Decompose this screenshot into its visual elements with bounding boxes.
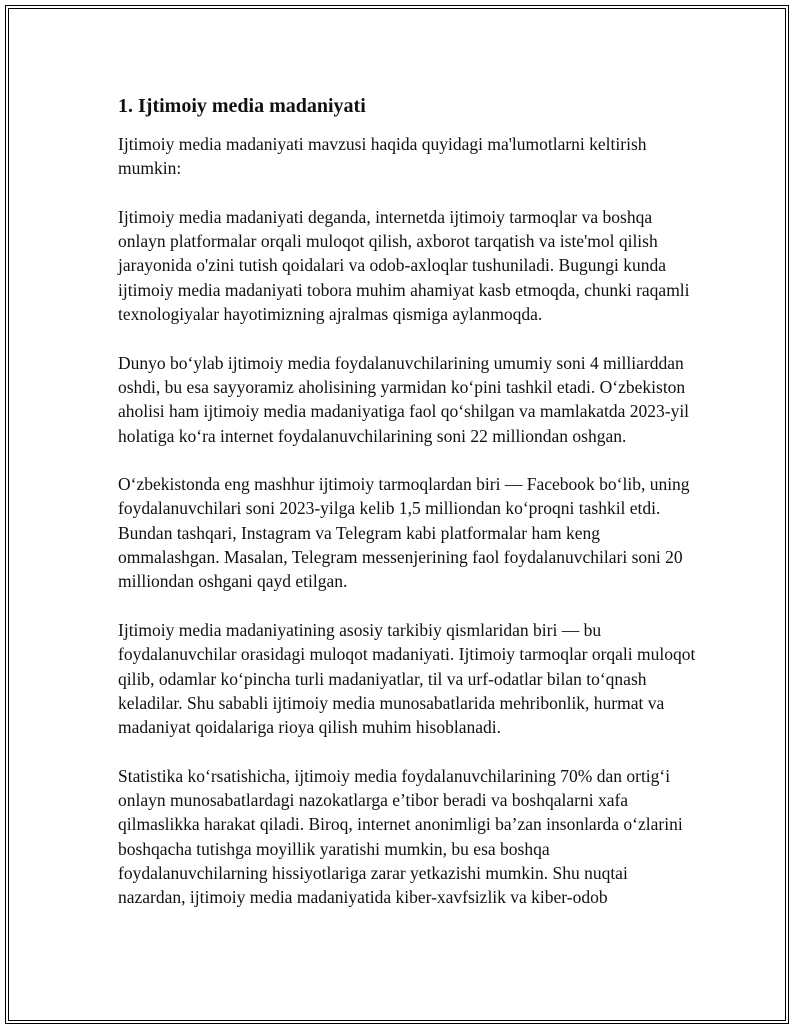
paragraph-intro: Ijtimoiy media madaniyati mavzusi haqida quyidagi ma'lumotlarni keltirish mumkin: <box>118 134 647 179</box>
section-heading: 1. Ijtimoiy media madaniyati <box>118 95 366 117</box>
paragraph-world-users: Dunyo boʻylab ijtimoiy media foydalanuvchilarining umumiy soni 4 milliarddan oshdi, bu esa sayyoramiz aholisining yarmidan koʻpini tashkil etadi. Oʻzbekiston aholisi ham ijtimoiy media madaniyatiga faol qoʻshilgan va mamlakatda 2023-yil holatiga koʻra internet foydalanuvchilarining soni 22 milliondan oshgan. <box>118 352 690 446</box>
paragraph-communication-culture: Ijtimoiy media madaniyatining asosiy tarkibiy qismlaridan biri — bu foydalanuvchilar orasidagi muloqot madaniyati. Ijtimoiy tarmoqlar orqali muloqot qilib, odamlar koʻpincha turli madaniyatlar, til va urf-odatlar bilan toʻqnash keladilar. Shu sababli ijtimoiy media munosabatlarida mehribonlik, hurmat va madaniyat qoidalariga rioya qilish muhim hisoblanadi. <box>118 619 696 738</box>
paragraph-statistics: Statistika koʻrsatishicha, ijtimoiy media foydalanuvchilarining 70% dan ortigʻi onlayn munosabatlardagi nazokatlarga e’tibor beradi va boshqalarni xafa qilmaslikka harakat qiladi. Biroq, internet anonimligi ba’zan insonlarda oʻzlarini boshqacha tutishga moyillik yaratishi mumkin, bu esa boshqa foydalanuvchilarning hissiyotlariga zarar yetkazishi mumkin. Shu nuqtai nazardan, ijtimoiy media madaniyatida kiber-xavfsizlik va kiber-odob <box>118 765 683 908</box>
paragraph-definition: Ijtimoiy media madaniyati deganda, internetda ijtimoiy tarmoqlar va boshqa onlayn platformalar orqali muloqot qilish, axborot tarqatish va iste'mol qilish jarayonida o'zini tutish qoidalari va odob-axloqlar tushuniladi. Bugungi kunda ijtimoiy media madaniyati tobora muhim ahamiyat kasb etmoqda, chunki raqamli texnologiyalar hayotimizning ajralmas qismiga aylanmoqda. <box>118 206 690 325</box>
document-body <box>118 92 698 934</box>
paragraph-uzbekistan-networks: Oʻzbekistonda eng mashhur ijtimoiy tarmoqlardan biri — Facebook boʻlib, uning foydalanuvchilari soni 2023-yilga kelib 1,5 milliondan koʻproqni tashkil etdi. Bundan tashqari, Instagram va Telegram kabi platformalar ham keng ommalashgan. Masalan, Telegram messenjerining faol foydalanuvchilari soni 20 milliondan oshgani qayd etilgan. <box>118 474 690 592</box>
